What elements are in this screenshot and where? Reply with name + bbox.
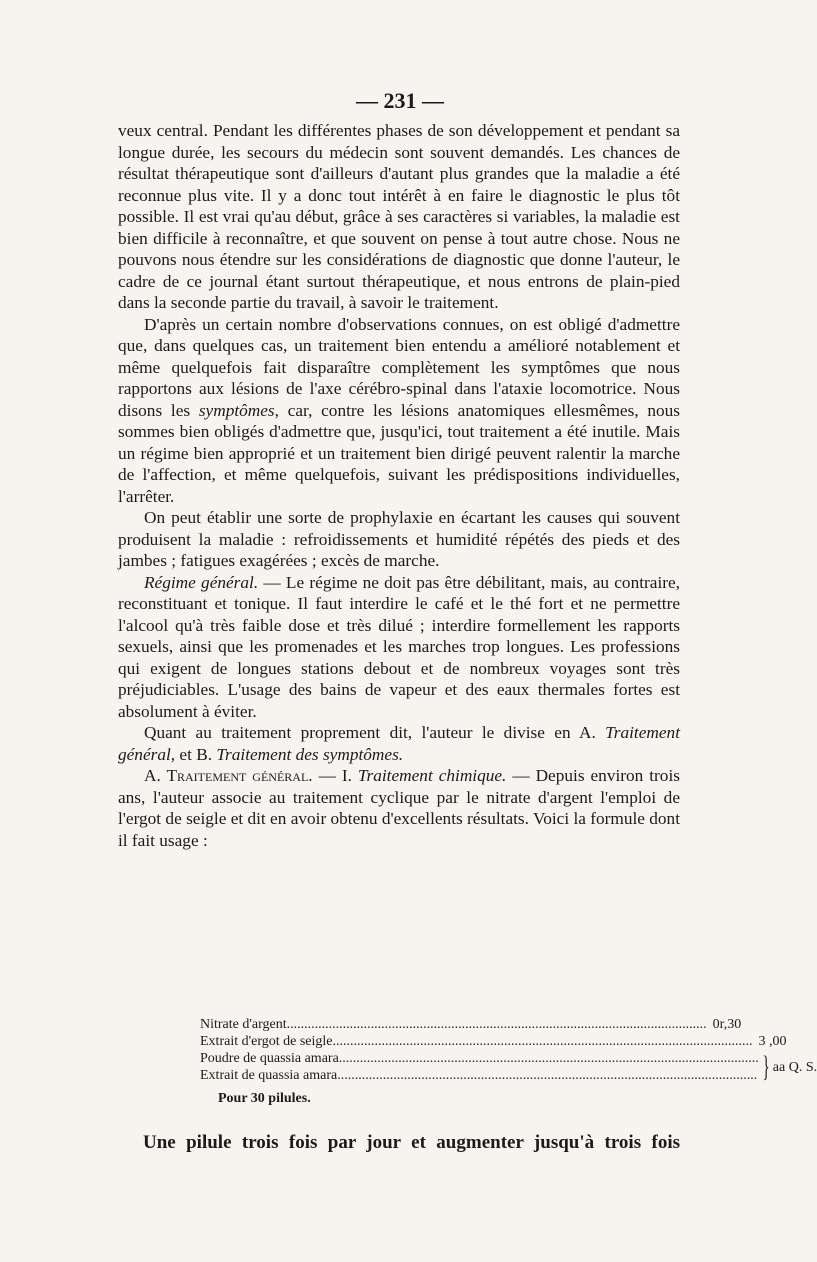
paragraph-5 [118, 722, 680, 765]
formula-group [200, 1050, 817, 1084]
group-quantity: aa Q. S. [772, 1059, 817, 1075]
prescription-formula [200, 1016, 817, 1107]
leader-dots [339, 1050, 759, 1067]
paragraph-4 [118, 572, 680, 723]
paragraph-2-part-2: , car, contre les lésions anatomiques ellesmêmes, nous sommes bien obligés d'admettre que, jusqu'ici, tout traitement a été inutile. Mais un régime bien approprié et un traitement bien dirigé peuvent ralentir la marche de l'affection, et même quelquefois, suivant les prédispositions individuelles, l'arrêter. [118, 400, 681, 506]
ingredient-quantity: 0r,30 [712, 1017, 742, 1032]
traitement-general-term: Traitement général, [118, 723, 680, 764]
paragraph-5-part-2: et B. [175, 744, 217, 764]
paragraph-4-text: — Le régime ne doit pas être débilitant, mais, au contraire, reconstituant et tonique. Il faut interdire le café et le thé fort et ne permettre l'alcool qu'à très faible dose et très dilué ; interdire formellement les rapports sexuels, ainsi que les promenades et les marches trop longues. Les professions qui exigent de longues stations debout et de nombreux voyages sont très préjudiciables. L'usage des bains de vapeur et des eaux thermales fortes est absolument à éviter. [118, 572, 680, 721]
traitement-chimique-heading: Traitement chimique. [357, 766, 507, 785]
paragraph-6 [118, 765, 680, 851]
ingredient-name: Extrait de quassia amara [200, 1068, 338, 1083]
paragraph-2-part-1: D'après un certain nombre d'observations connues, on est obligé d'admettre que, dans quelques cas, un traitement bien entendu a amélioré notablement et même quelquefois fait disparaître complètement les symptômes que nous rapportons aux lésions de l'axe cérébro-spinal dans l'ataxie locomotrice. Nous disons les [118, 314, 680, 420]
formula-row [200, 1050, 759, 1067]
ingredient-name: Extrait d'ergot de seigle [200, 1034, 333, 1049]
formula-row [200, 1016, 742, 1033]
paragraph-2 [118, 314, 680, 508]
ingredient-quantity: 3 ,00 [758, 1034, 787, 1049]
paragraph-6-part-1: — I. [312, 766, 358, 785]
leader-dots [337, 1067, 759, 1084]
regime-general-heading: Régime général. [144, 572, 259, 592]
closing-line: Une pilule trois fois par jour et augmenter jusqu'à trois fois [143, 1132, 680, 1153]
paragraph-3: On peut établir une sorte de prophylaxie en écartant les causes qui souvent produisent la maladie : refroidissements et humidité répétés des pieds et des jambes ; fatigues exagérées ; excès de marche. [118, 508, 680, 570]
paragraph-6-part-2: — Depuis environ trois ans, l'auteur associe au traitement cyclique par le nitrate d'argent l'emploi de l'ergot de seigle et dit en avoir obtenu d'excellents résultats. Voici la formule dont il fait usage : [118, 766, 680, 850]
body-text [118, 120, 680, 851]
ingredient-name: Poudre de quassia amara [200, 1051, 339, 1066]
paragraph-1: veux central. Pendant les différentes phases de son développement et pendant sa longue durée, les secours du médecin sont souvent demandés. Les chances de résultat thérapeutique sont d'ailleurs d'autant plus grandes que la maladie a été reconnue plus vite. Il y a donc tout intérêt à en faire le diagnostic le plus tôt possible. Il est vrai qu'au début, grâce à ses caractères si variables, la maladie est bien difficile à reconnaître, et que souvent on pense à tout autre chose. Nous ne pouvons nous étendre sur les considérations de diagnostic que donne l'auteur, le cadre de ce journal étant surtout thérapeutique, et nous entrons de plain-pied dans la seconde partie du travail, à savoir le traitement. [118, 121, 680, 312]
paragraph-2-emphasis: symptômes [198, 400, 275, 420]
formula-footer: Pour 30 pilules. [218, 1091, 311, 1106]
leader-dots [287, 1016, 707, 1033]
brace-symbol: } [762, 1050, 770, 1083]
formula-row [200, 1033, 787, 1050]
ingredient-name: Nitrate d'argent [200, 1017, 287, 1032]
section-heading-a: A. Traitement général. [144, 766, 313, 785]
leader-dots [333, 1033, 753, 1050]
page-number: — 231 — [356, 88, 444, 113]
traitement-symptomes-term: Traitement des symptômes. [216, 744, 404, 764]
paragraph-5-part-1: Quant au traitement proprement dit, l'auteur le divise en A. [144, 723, 606, 742]
formula-row [200, 1067, 759, 1084]
